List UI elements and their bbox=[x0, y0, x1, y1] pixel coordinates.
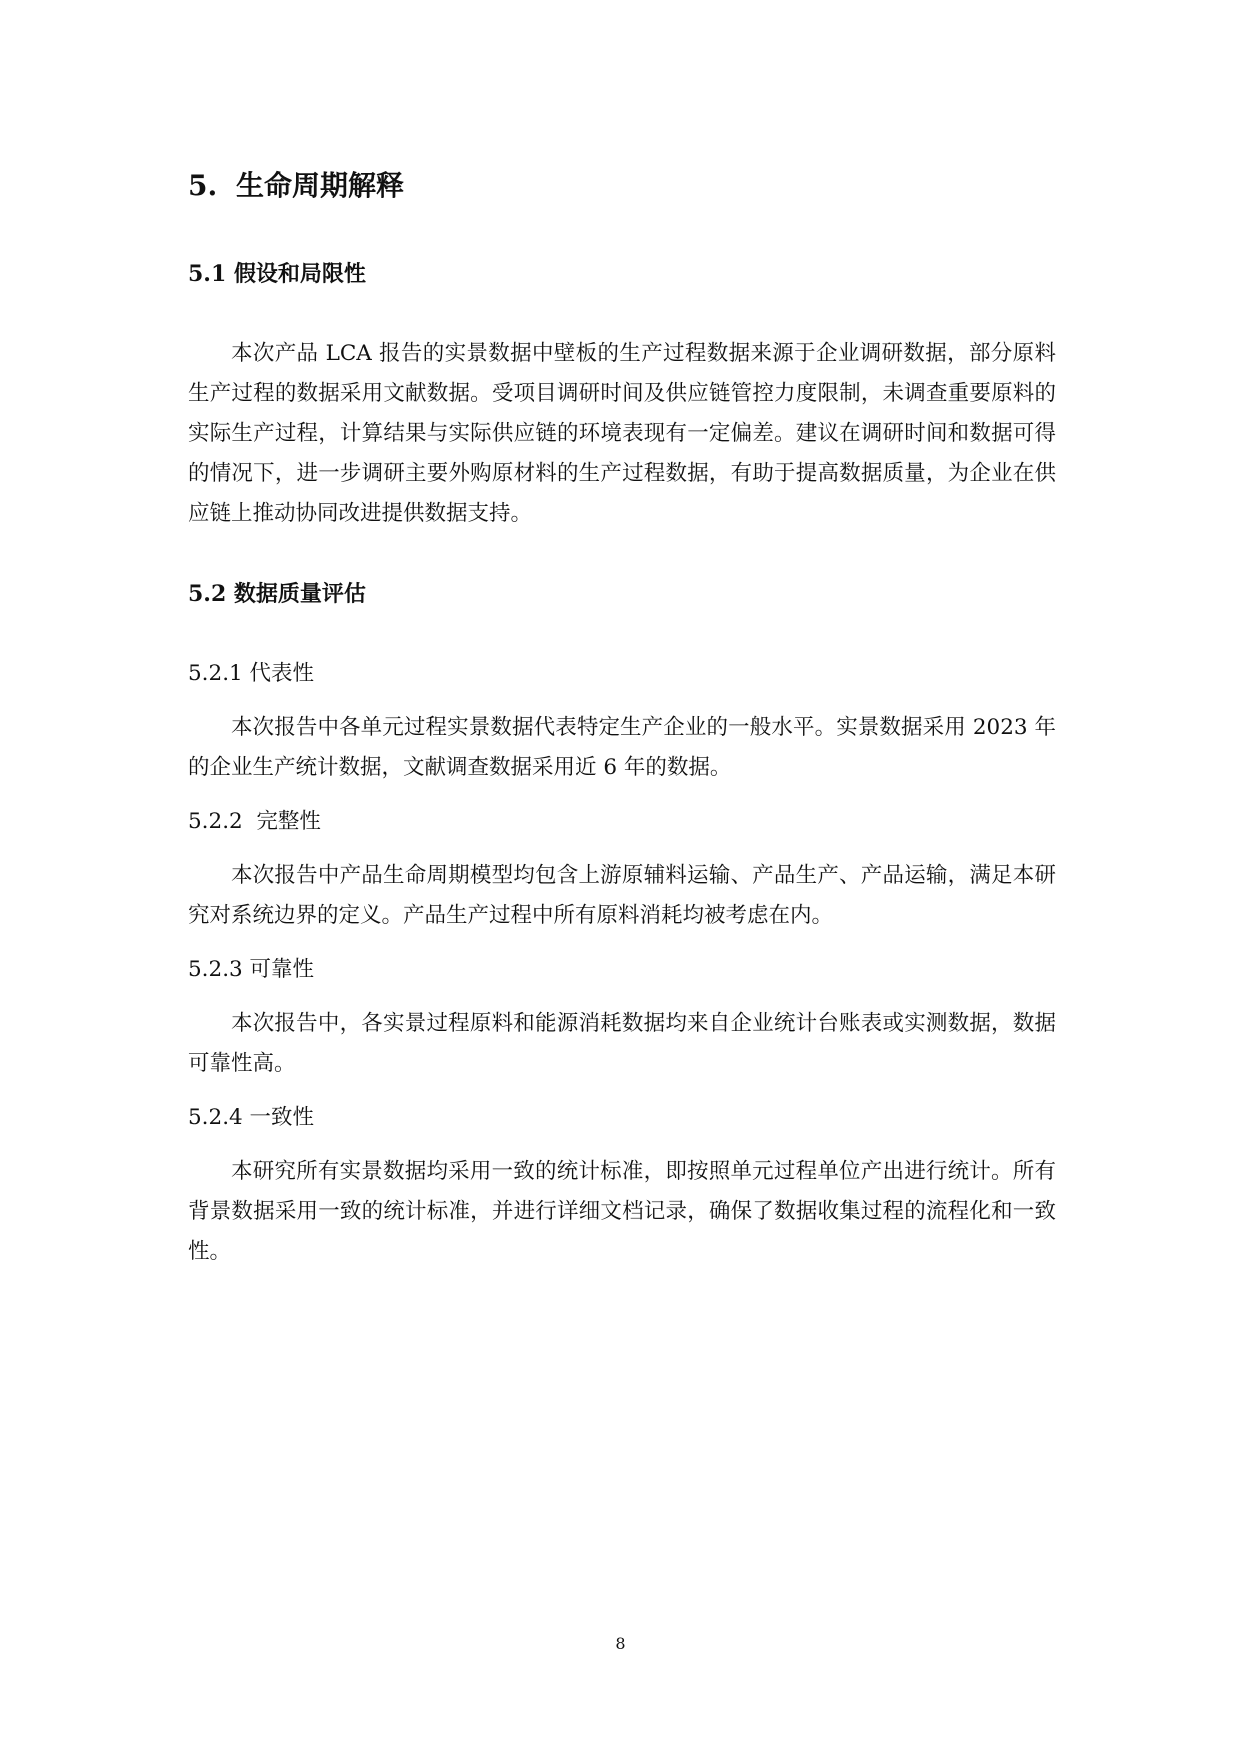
subsubsection-heading-5-2-4: 5.2.4 一致性 bbox=[188, 1105, 315, 1130]
paragraph-completeness: 本次报告中产品生命周期模型均包含上游原辅料运输、产品生产、产品运输，满足本研究对系统边界的定义。产品生产过程中所有原料消耗均被考虑在内。 bbox=[188, 863, 1056, 928]
paragraph-representativeness: 本次报告中各单元过程实景数据代表特定生产企业的一般水平。实景数据采用 2023 年的企业生产统计数据，文献调查数据采用近 6 年的数据。 bbox=[188, 715, 1056, 780]
subsubsection-heading-5-2-3: 5.2.3 可靠性 bbox=[188, 957, 315, 982]
subsubsection-heading-5-2-1: 5.2.1 代表性 bbox=[188, 661, 315, 686]
paragraph-consistency: 本研究所有实景数据均采用一致的统计标准，即按照单元过程单位产出进行统计。所有背景数据采用一致的统计标准，并进行详细文档记录，确保了数据收集过程的流程化和一致性。 bbox=[188, 1159, 1056, 1264]
page-number: 8 bbox=[615, 1634, 626, 1653]
paragraph-reliability: 本次报告中，各实景过程原料和能源消耗数据均来自企业统计台账表或实测数据，数据可靠性高。 bbox=[188, 1011, 1056, 1076]
section-heading bbox=[188, 166, 1056, 206]
subsubsection-heading-5-2-2: 5.2.2 完整性 bbox=[188, 809, 321, 834]
subsection-heading-5-2: 5.2 数据质量评估 bbox=[188, 581, 366, 607]
subsection-heading-5-1: 5.1 假设和局限性 bbox=[188, 261, 366, 287]
paragraph-assumptions-limitations: 本次产品 LCA 报告的实景数据中壁板的生产过程数据来源于企业调研数据，部分原料生产过程的数据采用文献数据。受项目调研时间及供应链管控力度限制，未调查重要原料的实际生产过程，计算结果与实际供应链的环境表现有一定偏差。建议在调研时间和数据可得的情况下，进一步调研主要外购原材料的生产过程数据，有助于提高数据质量，为企业在供应链上推动协同改进提供数据支持。 bbox=[188, 341, 1056, 526]
page-content bbox=[188, 166, 1056, 1272]
section-title: 生命周期解释 bbox=[236, 169, 405, 202]
section-number: 5. bbox=[188, 169, 218, 202]
